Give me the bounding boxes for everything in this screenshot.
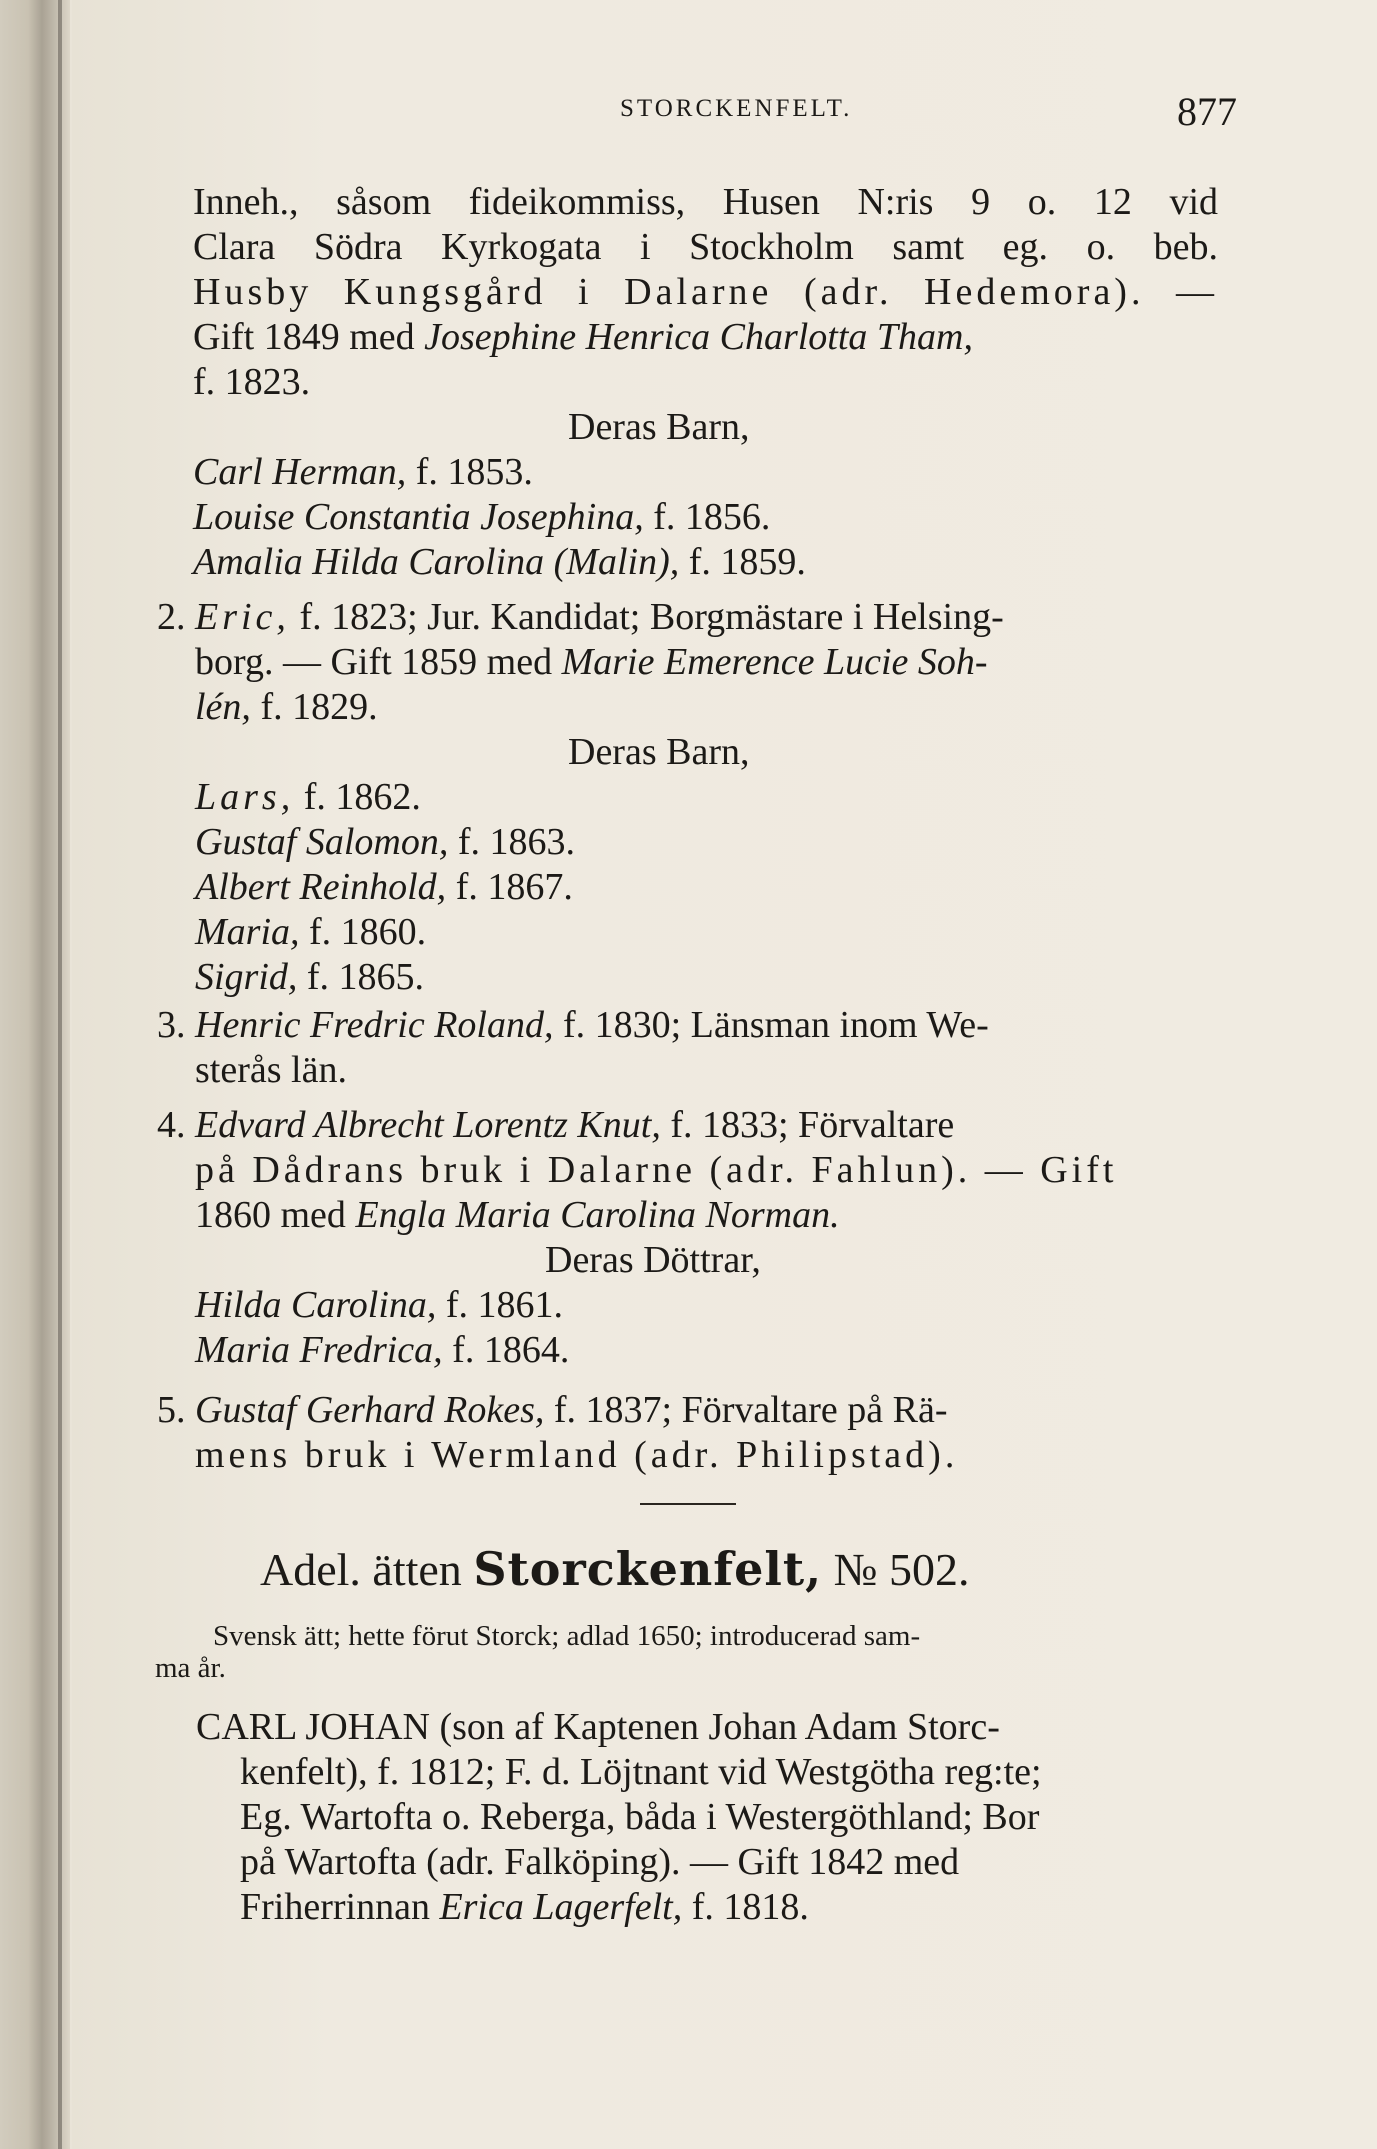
running-title: STORCKENFELT. [620, 95, 853, 122]
family-description: Svensk ätt; hette förut Storck; adlad 1650; introducerad sam- [213, 1620, 921, 1652]
text-line: Inneh., såsom fideikommiss, Husen N:ris 9 o. 12 vid [193, 181, 1218, 223]
children-heading: Deras Döttrar, [545, 1239, 761, 1281]
text-line: på Dådrans bruk i Dalarne (adr. Fahlun). — Gift [195, 1149, 1118, 1191]
child-entry: Sigrid, f. 1865. [195, 956, 425, 998]
entry-number: 5. [157, 1389, 186, 1431]
child-entry: Louise Constantia Josephina, f. 1856. [193, 496, 771, 538]
child-entry: Albert Reinhold, f. 1867. [195, 866, 573, 908]
text-line: Henric Fredric Roland, f. 1830; Länsman inom We- [195, 1004, 989, 1046]
child-entry: Lars, f. 1862. [195, 776, 421, 818]
text-line: 1860 med Engla Maria Carolina Norman. [195, 1194, 840, 1236]
text-line: Edvard Albrecht Lorentz Knut, f. 1833; Förvaltare [195, 1104, 955, 1146]
gutter-line [58, 0, 62, 2149]
text-line: kenfelt), f. 1812; F. d. Löjtnant vid Westgötha reg:te; [240, 1751, 1042, 1793]
text-line: CARL JOHAN (son af Kaptenen Johan Adam Storc- [196, 1706, 1000, 1748]
entry-number: 2. [157, 596, 186, 638]
text-line: mens bruk i Wermland (adr. Philipstad). [195, 1434, 959, 1476]
family-description: ma år. [155, 1652, 226, 1684]
text-line: sterås län. [195, 1049, 347, 1091]
entry-number: 3. [157, 1004, 186, 1046]
text-line: borg. — Gift 1859 med Marie Emerence Lucie Soh- [195, 641, 988, 683]
text-line: Husby Kungsgård i Dalarne (adr. Hedemora). — [193, 271, 1218, 313]
child-entry: Amalia Hilda Carolina (Malin), f. 1859. [193, 541, 806, 583]
page-number: 877 [1177, 89, 1237, 134]
text-line: lén, f. 1829. [195, 686, 378, 728]
text-line: Eric, f. 1823; Jur. Kandidat; Borgmästare i Helsing- [195, 596, 1004, 638]
text-line: Gustaf Gerhard Rokes, f. 1837; Förvaltare på Rä- [195, 1389, 948, 1431]
child-entry: Hilda Carolina, f. 1861. [195, 1284, 564, 1326]
text-line: Friherrinnan Erica Lagerfelt, f. 1818. [240, 1886, 809, 1928]
text-line: Gift 1849 med Josephine Henrica Charlotta Tham, [193, 316, 973, 358]
text-line: på Wartofta (adr. Falköping). — Gift 1842 med [240, 1841, 960, 1883]
family-title: Adel. ätten Storckenfelt, № 502. [260, 1542, 970, 1596]
text-line: f. 1823. [193, 361, 311, 403]
child-entry: Carl Herman, f. 1853. [193, 451, 533, 493]
text-line: Clara Södra Kyrkogata i Stockholm samt eg. o. beb. [193, 226, 1218, 268]
child-entry: Maria, f. 1860. [195, 911, 427, 953]
text-line: Eg. Wartofta o. Reberga, båda i Westergöthland; Bor [240, 1796, 1040, 1838]
child-entry: Gustaf Salomon, f. 1863. [195, 821, 576, 863]
entry-number: 4. [157, 1104, 186, 1146]
children-heading: Deras Barn, [568, 406, 750, 448]
children-heading: Deras Barn, [568, 731, 750, 773]
section-rule [640, 1503, 736, 1505]
child-entry: Maria Fredrica, f. 1864. [195, 1329, 570, 1371]
